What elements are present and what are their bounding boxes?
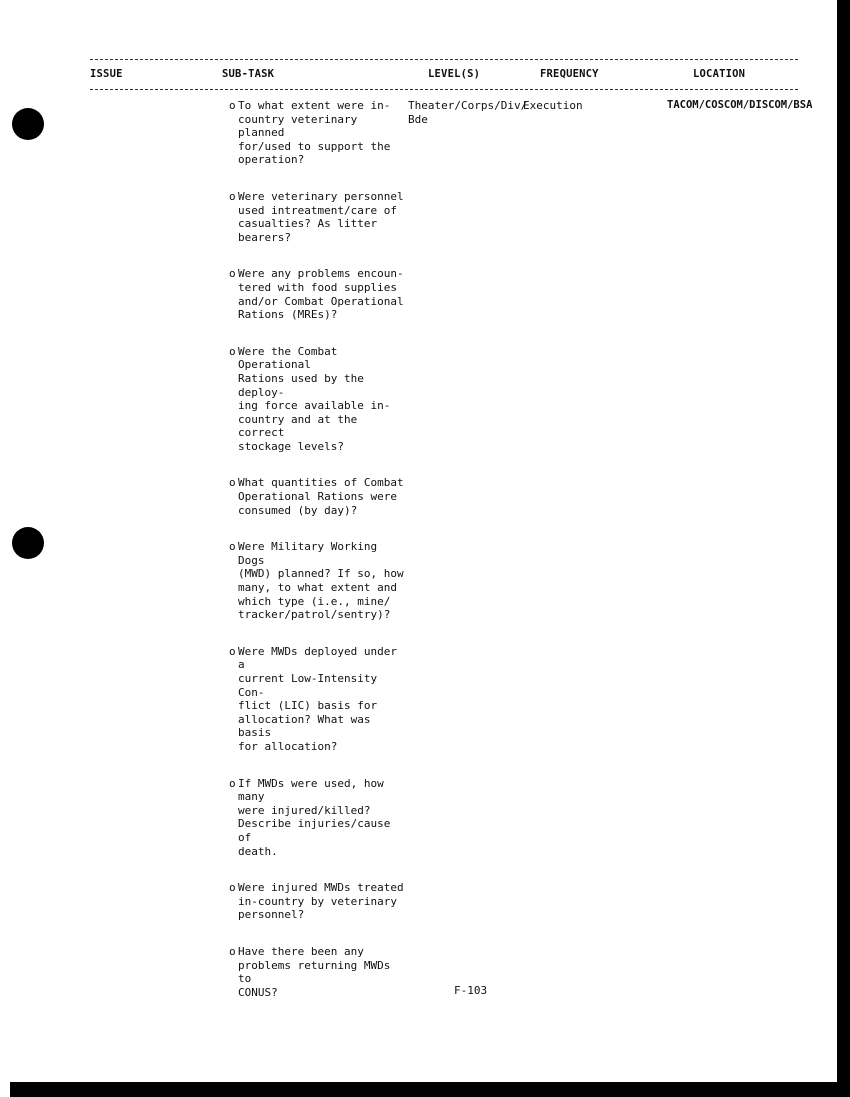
column-header-sub-task: SUB-TASK	[222, 68, 275, 80]
header-top-rule	[90, 59, 798, 60]
bullet: o	[229, 540, 236, 554]
bullet: o	[229, 944, 236, 958]
bullet: o	[229, 776, 236, 790]
binder-hole-top	[12, 108, 44, 140]
sub-task-item	[229, 945, 404, 999]
sub-task-text: Were the Combat Operational Rations used by the deploy- ing force available in- country and at the correct stockage levels?	[238, 344, 391, 453]
sub-task-text: Were injured MWDs treated in-country by veterinary personnel?	[238, 881, 404, 922]
scan-edge-right	[837, 0, 850, 1097]
column-header-issue: ISSUE	[90, 68, 123, 80]
binder-hole-middle	[12, 527, 44, 559]
location-cell: TACOM/COSCOM/DISCOM/BSA	[667, 99, 813, 111]
sub-task-item	[229, 267, 404, 321]
frequency-cell: Execution	[523, 99, 583, 112]
column-header-levels: LEVEL(S)	[428, 68, 481, 80]
header-bottom-rule	[90, 89, 798, 90]
sub-task-item	[229, 345, 404, 454]
page-number: F-103	[454, 984, 488, 997]
sub-task-text: To what extent were in- country veterinary planned for/used to support the operation?	[238, 99, 391, 167]
bullet: o	[229, 644, 236, 658]
sub-task-text: Were veterinary personnel used intreatment/care of casualties? As litter bearers?	[238, 189, 404, 244]
bullet: o	[229, 99, 236, 112]
sub-task-text: What quantities of Combat Operational Rations were consumed (by day)?	[238, 476, 404, 517]
sub-task-item	[229, 777, 404, 859]
bullet: o	[229, 344, 236, 358]
sub-task-text: If MWDs were used, how many were injured/killed? Describe injuries/cause of death.	[238, 776, 391, 858]
sub-task-item	[229, 476, 404, 517]
sub-task-text: Have there been any problems returning MWDs to CONUS?	[238, 944, 391, 999]
column-header-frequency: FREQUENCY	[540, 68, 599, 80]
bullet: o	[229, 267, 236, 281]
scan-edge-bottom	[10, 1082, 850, 1097]
bullet: o	[229, 881, 236, 895]
sub-task-text: Were Military Working Dogs (MWD) planned? If so, how many, to what extent and which type (i.e., mine/ tracker/patrol/sentry)?	[238, 540, 404, 622]
bullet: o	[229, 189, 236, 203]
bullet: o	[229, 476, 236, 490]
sub-task-item	[229, 540, 404, 622]
column-header-location: LOCATION	[693, 68, 746, 80]
sub-task-list	[229, 99, 404, 1022]
sub-task-text: Were MWDs deployed under a current Low-Intensity Con- flict (LIC) basis for allocation? What was basis for allocation?	[238, 644, 397, 753]
sub-task-item	[229, 881, 404, 922]
sub-task-item	[229, 99, 404, 167]
sub-task-text: Were any problems encoun- tered with food supplies and/or Combat Operational Rations (MREs)?	[238, 267, 404, 322]
sub-task-item	[229, 645, 404, 754]
level-cell: Theater/Corps/Div/ Bde	[408, 99, 528, 126]
sub-task-item	[229, 190, 404, 244]
